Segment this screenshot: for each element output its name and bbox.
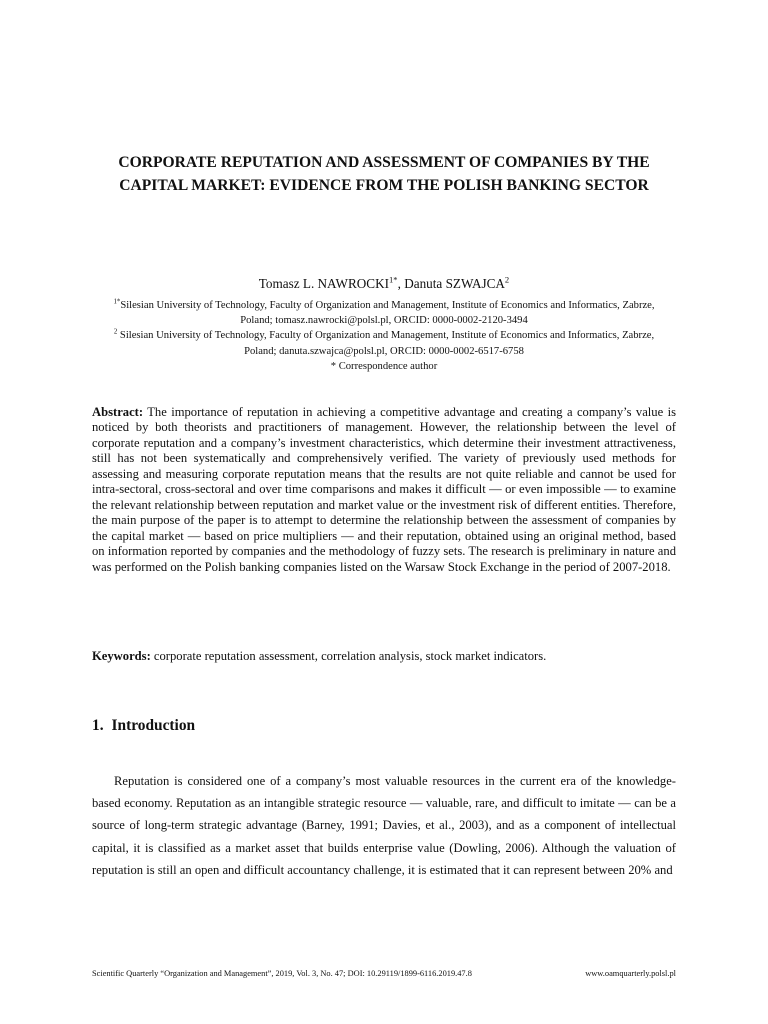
author-marker-2: 2: [504, 274, 510, 285]
correspondence-note: * Correspondence author: [330, 360, 438, 372]
page-footer: [92, 968, 676, 980]
affiliation-marker-1: 1*: [113, 298, 121, 306]
abstract-label: Abstract:: [92, 405, 144, 419]
section-title: Introduction: [111, 717, 196, 734]
abstract-text: The importance of reputation in achieving a competitive advantage and creating a company’s value is noticed by both theorists and practitioners of management. However, the relationship between the level of corporate reputation and a company’s investment characteristics, which determine their investment attractiveness, still has not been systematically and comprehensively verified. The variety of previously used methods for assessing and measuring corporate reputation means that the results are not quite reliable and cannot be used for intra-sectoral, cross-sectoral and over time comparisons and makes it difficult — or even impossible — to examine the relevant relationship between reputation and market value or the investment risk of different entities. Therefore, the main purpose of the paper is to attempt to determine the relationship between the assessment of companies by the capital market — based on price multipliers — and their reputation, obtained using an original method, based on information reported by companies and the methodology of fuzzy sets. The research is preliminary in nature and was performed on the Polish banking companies listed on the Warsaw Stock Exchange in the period of 2007-2018.: [92, 405, 676, 574]
author-separator: ,: [397, 276, 405, 291]
affiliation-text-2: Silesian University of Technology, Faculty of Organization and Management, Institute of Economics and Informatics, Zabrze, Poland; danuta.szwajca@polsl.pl, ORCID: 0000-0002-6517-6758: [117, 330, 655, 357]
section-heading-introduction: [92, 716, 195, 736]
footer-citation: Scientific Quarterly “Organization and Management”, 2019, Vol. 3, No. 47; DOI: 10.29119/1899-6116.2019.47.8: [92, 969, 472, 978]
affiliations: [100, 298, 668, 374]
keywords: [92, 648, 676, 664]
affiliation-marker-2: 2: [113, 328, 118, 336]
author-name-1: Tomasz L. NAWROCKI: [258, 276, 390, 291]
paper-title: CORPORATE REPUTATION AND ASSESSMENT OF COMPANIES BY THE CAPITAL MARKET: EVIDENCE FROM THE POLISH BANKING SECTOR: [118, 154, 650, 194]
keywords-text: corporate reputation assessment, correlation analysis, stock market indicators.: [150, 649, 547, 663]
affiliation-1: [100, 298, 668, 328]
author-name-2: Danuta SZWAJCA: [404, 276, 505, 291]
abstract: [92, 405, 676, 575]
footer-url: www.oamquarterly.polsl.pl: [585, 969, 676, 978]
affiliation-2: [100, 328, 668, 358]
intro-paragraph: Reputation is considered one of a company’s most valuable resources in the current era of the knowledge-based economy. Reputation as an intangible strategic resource — valuable, rare, and difficult to imitate — can be a source of long-term strategic advantage (Barney, 1991; Davies, et al., 2003), and as a component of intellectual capital, it is classified as a market asset that builds enterprise value (Dowling, 2006). Although the valuation of reputation is still an open and difficult accountancy challenge, it is estimated that it can represent between 20% and: [92, 774, 676, 877]
section-number: 1.: [92, 717, 104, 734]
keywords-label: Keywords:: [92, 649, 151, 663]
author-line: [92, 275, 676, 293]
author-marker-1: 1*: [389, 274, 398, 285]
affiliation-text-1: Silesian University of Technology, Faculty of Organization and Management, Institute of Economics and Informatics, Zabrze, Poland; tomasz.nawrocki@polsl.pl, ORCID: 0000-0002-2120-3494: [120, 300, 655, 327]
